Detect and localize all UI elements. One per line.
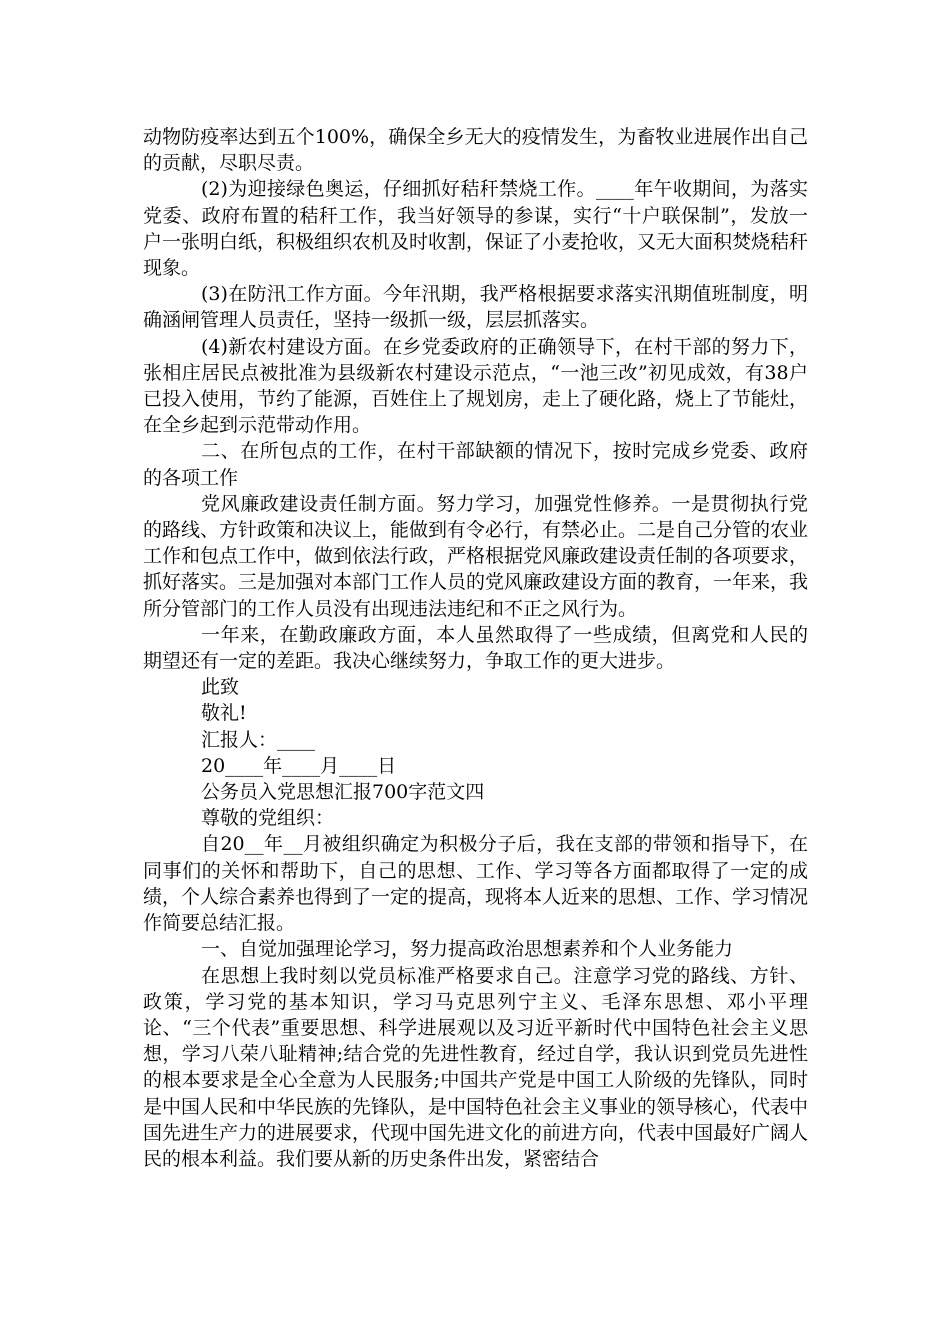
section-heading-2: 二、在所包点的工作，在村干部缺额的情况下，按时完成乡党委、政府的各项工作 bbox=[143, 440, 808, 489]
reporter-line: 汇报人：____ bbox=[201, 728, 316, 751]
greeting: 尊敬的党组织： bbox=[201, 807, 335, 830]
paragraph-4: (4)新农村建设方面。在乡党委政府的正确领导下，在村干部的努力下，张相庄居民点被批准为县级新农村建设示范点，“一池三改”初见成效，有38户已投入使用，节约了能源，百姓住上了规划房，走上了硬化路，烧上了节能灶，在全乡起到示范带动作用。 bbox=[143, 335, 809, 437]
paragraph-3: (3)在防汛工作方面。今年汛期，我严格根据要求落实汛期值班制度，明确涵闸管理人员责任，坚持一级抓一级，层层抓落实。 bbox=[143, 283, 808, 332]
paragraph-2: (2)为迎接绿色奥运，仔细抓好秸秆禁烧工作。____年午收期间，为落实党委、政府布置的秸秆工作，我当好领导的参谋，实行“十户联保制”，发放一户一张明白纸，积极组织农机及时收割，保证了小麦抢收，又无大面积焚烧秸秆现象。 bbox=[143, 178, 809, 280]
paragraph-7: 自20__年__月被组织确定为积极分子后，我在支部的带领和指导下，在同事们的关怀和帮助下，自己的思想、工作、学习等各方面都取得了一定的成绩，个人综合素养也得到了一定的提高，现将本人近来的思想、工作、学习情况作简要总结汇报。 bbox=[143, 833, 809, 935]
closing-salutation: 此致 bbox=[201, 676, 240, 699]
paragraph-5: 党风廉政建设责任制方面。努力学习，加强党性修养。一是贯彻执行党的路线、方针政策和决议上，能做到有令必行，有禁必止。二是自己分管的农业工作和包点工作中，做到依法行政，严格根据党风廉政建设责任制的各项要求，抓好落实。三是加强对本部门工作人员的党风廉政建设方面的教育，一年来，我所分管部门的工作人员没有出现违法违纪和不正之风行为。 bbox=[143, 492, 809, 620]
paragraph-6: 一年来，在勤政廉政方面，本人虽然取得了一些成绩，但离党和人民的期望还有一定的差距。我决心继续努力，争取工作的更大进步。 bbox=[143, 623, 808, 673]
section-heading-1: 一、自觉加强理论学习，努力提高政治思想素养和个人业务能力 bbox=[201, 938, 734, 961]
closing-respect: 敬礼! bbox=[201, 702, 247, 725]
paragraph-8: 在思想上我时刻以党员标准严格要求自己。注意学习党的路线、方针、政策，学习党的基本知识，学习马克思列宁主义、毛泽东思想、邓小平理论、“三个代表”重要思想、科学进展观以及习近平新时代中国特色社会主义思想，学习八荣八耻精神;结合党的先进性教育，经过自学，我认识到党员先进性的根本要求是全心全意为人民服务;中国共产党是中国工人阶级的先锋队，同时是中国人民和中华民族的先锋队，是中国特色社会主义事业的领导核心，代表中国先进生产力的进展要求，代现中国先进文化的前进方向，代表中国最好广阔人民的根本利益。我们要从新的历史条件出发，紧密结合 bbox=[143, 964, 809, 1170]
date-line: 20____年____月____日 bbox=[201, 754, 397, 777]
document-page bbox=[143, 124, 808, 1172]
article-title: 公务员入党思想汇报700字范文四 bbox=[201, 781, 485, 804]
paragraph-1: 动物防疫率达到五个100%，确保全乡无大的疫情发生，为畜牧业进展作出自己的贡献，尽职尽责。 bbox=[143, 126, 808, 175]
